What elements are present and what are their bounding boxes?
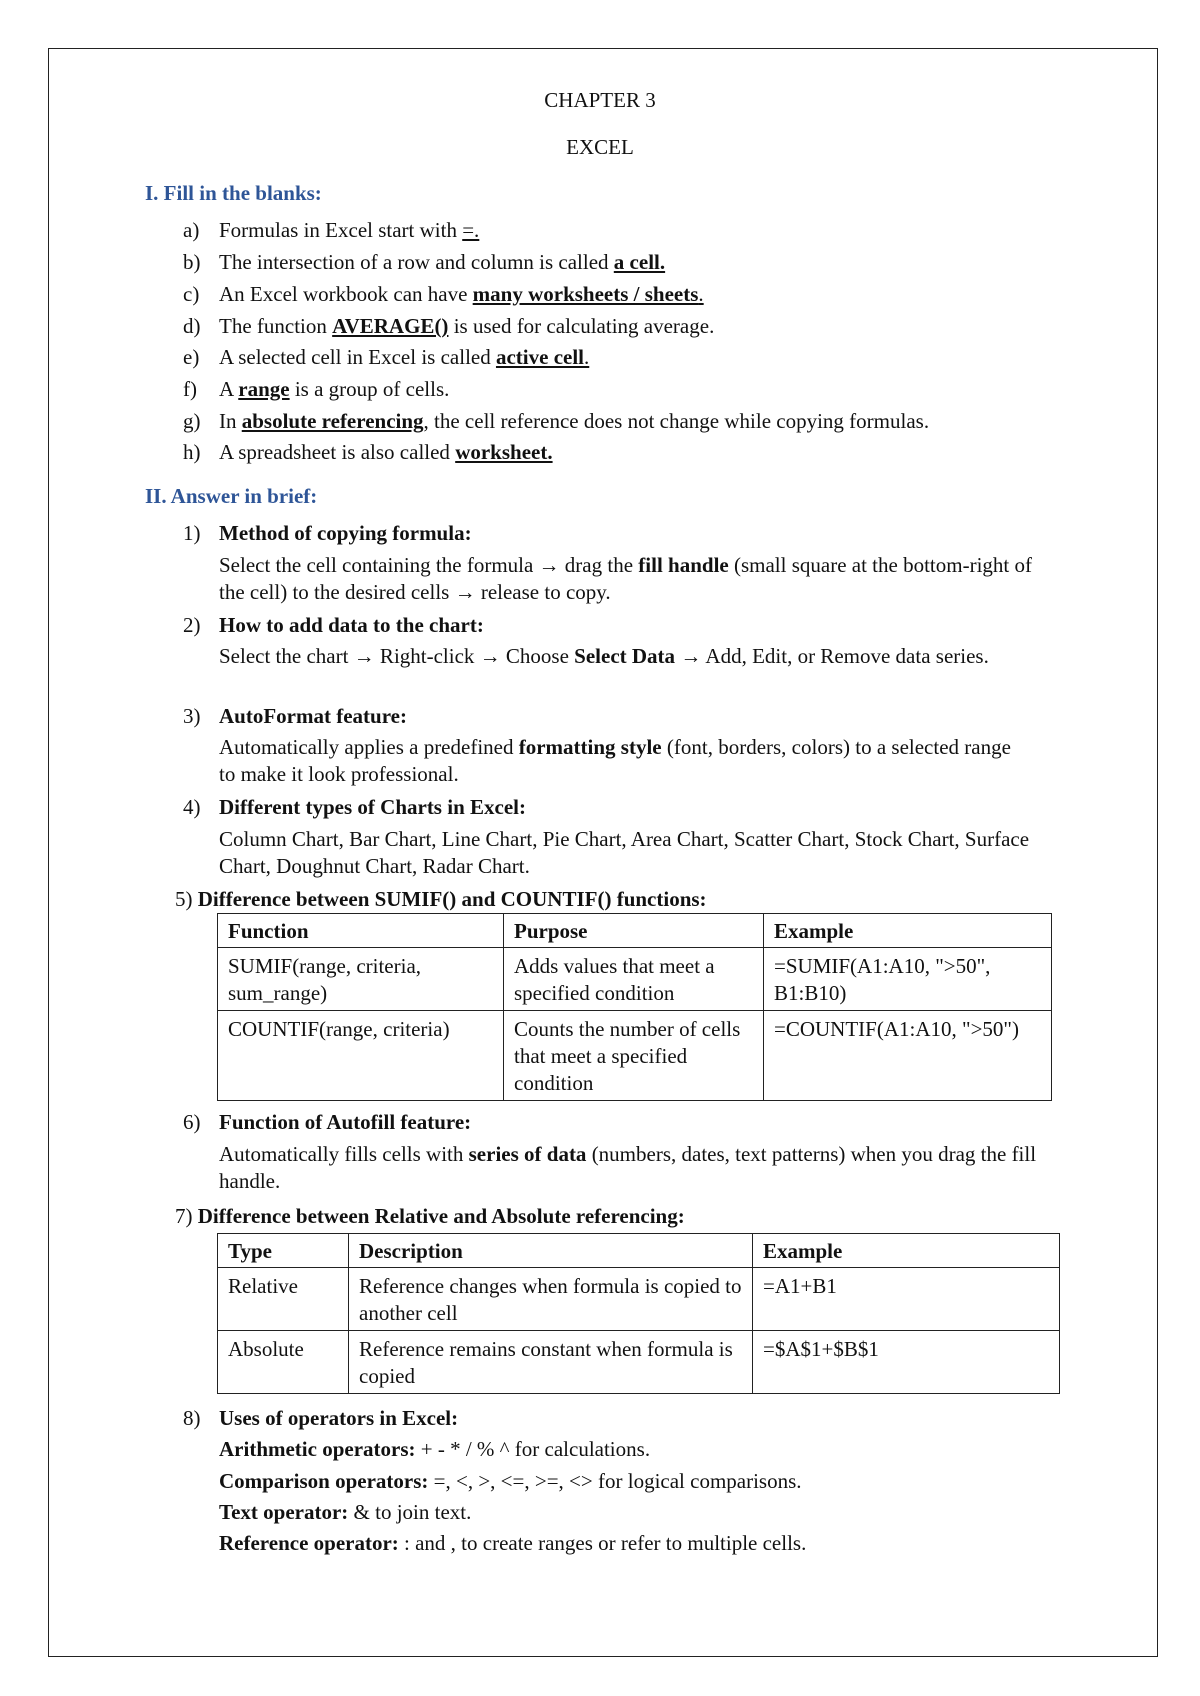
table-cell: Counts the number of cells that meet a specified condition [504,1011,764,1101]
table-cell: =COUNTIF(A1:A10, ">50") [764,1011,1052,1101]
table-cell: Reference remains constant when formula is copied [349,1331,753,1394]
table-row [218,1268,1060,1331]
question-6-title: 6) Function of Autofill feature: [183,1110,472,1134]
table-header-row [218,914,1052,948]
table-row [218,948,1052,1011]
question-1-title: 1) Method of copying formula: [183,521,472,545]
table-cell: Adds values that meet a specified condition [504,948,764,1011]
sumif-countif-table [217,913,1052,1101]
table-cell: =SUMIF(A1:A10, ">50", B1:B10) [764,948,1052,1011]
blank-item-a: a) Formulas in Excel start with =. [183,218,480,242]
question-8-title: 8) Uses of operators in Excel: [183,1406,459,1430]
table-row [218,1011,1052,1101]
table-header-cell: Example [764,914,1052,948]
blank-item-h: h) A spreadsheet is also called worksheet. [183,440,553,464]
question-2-answer: Select the chart → Right-click → Choose Select Data → Add, Edit, or Remove data series. [219,644,989,668]
table-cell: Absolute [218,1331,349,1394]
section1-heading: I. Fill in the blanks: [145,181,322,205]
table-cell: Relative [218,1268,349,1331]
table-cell: COUNTIF(range, criteria) [218,1011,504,1101]
table-header-cell: Purpose [504,914,764,948]
table-header-row [218,1234,1060,1268]
blank-item-d: d) The function AVERAGE() is used for calculating average. [183,314,715,338]
table-cell: SUMIF(range, criteria, sum_range) [218,948,504,1011]
blank-item-f: f) A range is a group of cells. [183,377,450,401]
referencing-table [217,1233,1060,1394]
operator-line: Arithmetic operators: + - * / % ^ for calculations. [219,1437,651,1461]
table-header-cell: Function [218,914,504,948]
table-header-cell: Description [349,1234,753,1268]
table-row [218,1331,1060,1394]
question-4-answer: Column Chart, Bar Chart, Line Chart, Pie Chart, Area Chart, Scatter Chart, Stock Chart, Surface Chart, Doughnut Chart, Radar Chart. [219,827,1030,878]
question-4-title: 4) Different types of Charts in Excel: [183,795,526,819]
blank-item-c: c) An Excel workbook can have many worksheets / sheets. [183,282,704,306]
operator-line: Reference operator: : and , to create ranges or refer to multiple cells. [219,1531,807,1555]
operator-line: Comparison operators: =, <, >, <=, >=, <> for logical comparisons. [219,1469,802,1493]
question-2-title: 2) How to add data to the chart: [183,613,484,637]
question-3-answer: Automatically applies a predefined formatting style (font, borders, colors) to a selected range to make it look professional. [219,735,1011,786]
table-header-cell: Example [753,1234,1060,1268]
operator-line: Text operator: & to join text. [219,1500,472,1524]
blank-item-e: e) A selected cell in Excel is called active cell. [183,345,590,369]
section2-heading: II. Answer in brief: [145,484,318,508]
question-5-title: 5) Difference between SUMIF() and COUNTIF() functions: [175,887,707,911]
table-header-cell: Type [218,1234,349,1268]
blank-item-b: b) The intersection of a row and column is called a cell. [183,250,666,274]
table-cell: =A1+B1 [753,1268,1060,1331]
question-6-answer: Automatically fills cells with series of data (numbers, dates, text patterns) when you drag the fill handle. [219,1142,1037,1193]
question-7-title: 7) Difference between Relative and Absolute referencing: [175,1204,685,1228]
blank-item-g: g) In absolute referencing, the cell reference does not change while copying formulas. [183,409,930,433]
question-3-title: 3) AutoFormat feature: [183,704,407,728]
chapter-title: CHAPTER 3 [544,88,656,112]
question-1-answer: Select the cell containing the formula → drag the fill handle (small square at the bottom-right of the cell) to the desired cells → release to copy. [219,553,1032,604]
table-cell: =$A$1+$B$1 [753,1331,1060,1394]
table-cell: Reference changes when formula is copied to another cell [349,1268,753,1331]
subject-title: EXCEL [566,135,634,159]
